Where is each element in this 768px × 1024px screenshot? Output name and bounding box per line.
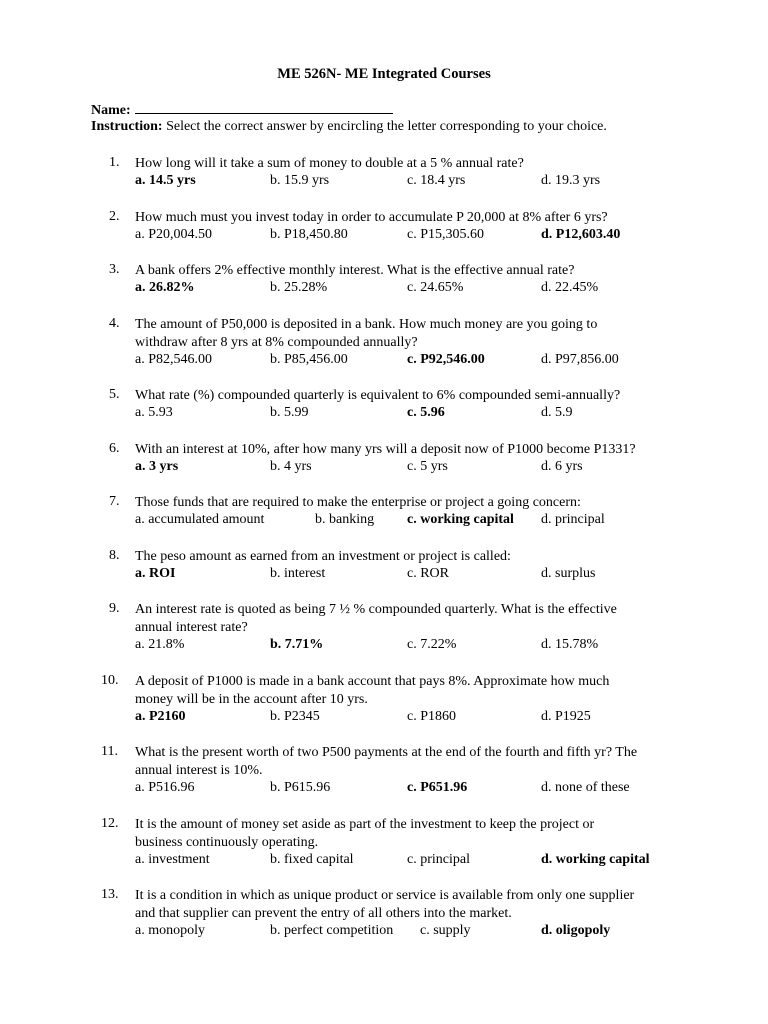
question-7 bbox=[109, 494, 709, 530]
choice-b[interactable]: b. P85,456.00 bbox=[270, 352, 348, 367]
choice-d[interactable]: d. 6 yrs bbox=[541, 459, 583, 474]
question-number: 8. bbox=[109, 548, 120, 563]
choice-a[interactable]: a. 26.82% bbox=[135, 280, 195, 295]
page-title: ME 526N- ME Integrated Courses bbox=[277, 66, 491, 82]
answer-choices bbox=[135, 227, 695, 245]
choice-a[interactable]: a. 21.8% bbox=[135, 637, 185, 652]
question-text bbox=[135, 673, 695, 709]
question-number: 1. bbox=[109, 155, 120, 170]
question-3 bbox=[109, 262, 709, 298]
choice-b[interactable]: b. 4 yrs bbox=[270, 459, 312, 474]
question-text-line: What is the present worth of two P500 payments at the end of the fourth and fifth yr? The bbox=[135, 745, 638, 760]
choice-b[interactable]: b. interest bbox=[270, 566, 326, 581]
name-field bbox=[91, 101, 393, 119]
question-number: 11. bbox=[101, 744, 118, 759]
answer-choices bbox=[135, 709, 695, 727]
question-number: 7. bbox=[109, 494, 120, 509]
question-text bbox=[135, 209, 695, 227]
instruction-text: Select the correct answer by encircling the letter corresponding to your choice. bbox=[162, 119, 607, 134]
question-number: 3. bbox=[109, 262, 120, 277]
question-text-line: business continuously operating. bbox=[135, 835, 319, 850]
choice-b[interactable]: b. banking bbox=[315, 512, 375, 527]
question-text bbox=[135, 155, 695, 173]
choice-a[interactable]: a. accumulated amount bbox=[135, 512, 265, 527]
question-4 bbox=[109, 316, 709, 370]
choice-c[interactable]: c. principal bbox=[407, 852, 470, 867]
choice-b[interactable]: b. perfect competition bbox=[270, 923, 394, 938]
question-9 bbox=[109, 601, 709, 655]
choice-c[interactable]: c. P15,305.60 bbox=[407, 227, 484, 242]
choice-b[interactable]: b. P18,450.80 bbox=[270, 227, 348, 242]
choice-a[interactable]: a. P82,546.00 bbox=[135, 352, 212, 367]
answer-choices bbox=[135, 512, 695, 530]
question-number: 4. bbox=[109, 316, 120, 331]
choice-a[interactable]: a. investment bbox=[135, 852, 210, 867]
choice-d[interactable]: d. none of these bbox=[541, 780, 630, 795]
choice-a[interactable]: a. monopoly bbox=[135, 923, 205, 938]
question-text-line: annual interest is 10%. bbox=[135, 763, 263, 778]
choice-a[interactable]: a. 5.93 bbox=[135, 405, 173, 420]
choice-d[interactable]: d. principal bbox=[541, 512, 605, 527]
name-label: Name: bbox=[91, 103, 131, 118]
choice-b[interactable]: b. fixed capital bbox=[270, 852, 354, 867]
question-12 bbox=[101, 816, 709, 870]
choice-a[interactable]: a. ROI bbox=[135, 566, 176, 581]
choice-d[interactable]: d. 15.78% bbox=[541, 637, 599, 652]
question-number: 12. bbox=[101, 816, 119, 831]
answer-choices bbox=[135, 637, 695, 655]
choice-d[interactable]: d. surplus bbox=[541, 566, 596, 581]
choice-b[interactable]: b. 15.9 yrs bbox=[270, 173, 330, 188]
choice-c[interactable]: c. P651.96 bbox=[407, 780, 468, 795]
question-10 bbox=[101, 673, 709, 727]
choice-b[interactable]: b. 5.99 bbox=[270, 405, 309, 420]
answer-choices bbox=[135, 352, 695, 370]
question-text-line: The amount of P50,000 is deposited in a bank. How much money are you going to bbox=[135, 317, 598, 332]
question-8 bbox=[109, 548, 709, 584]
choice-c[interactable]: c. 7.22% bbox=[407, 637, 457, 652]
question-text-line: It is the amount of money set aside as part of the investment to keep the project or bbox=[135, 817, 595, 832]
choice-b[interactable]: b. P2345 bbox=[270, 709, 320, 724]
choice-a[interactable]: a. P2160 bbox=[135, 709, 186, 724]
choice-d[interactable]: d. working capital bbox=[541, 852, 650, 867]
answer-choices bbox=[135, 852, 695, 870]
question-text bbox=[135, 744, 695, 780]
choice-d[interactable]: d. P12,603.40 bbox=[541, 227, 621, 242]
name-blank-line bbox=[135, 101, 393, 114]
choice-a[interactable]: a. P20,004.50 bbox=[135, 227, 212, 242]
choice-d[interactable]: d. P1925 bbox=[541, 709, 591, 724]
answer-choices bbox=[135, 405, 695, 423]
question-text-line: withdraw after 8 yrs at 8% compounded annually? bbox=[135, 335, 418, 350]
question-text bbox=[135, 262, 695, 280]
question-2 bbox=[109, 209, 709, 245]
question-5 bbox=[109, 387, 709, 423]
choice-d[interactable]: d. P97,856.00 bbox=[541, 352, 619, 367]
instruction bbox=[91, 119, 607, 135]
question-text-line: It is a condition in which as unique product or service is available from only one supplier bbox=[135, 888, 635, 903]
choice-d[interactable]: d. oligopoly bbox=[541, 923, 611, 938]
question-text-line: money will be in the account after 10 yrs. bbox=[135, 692, 368, 707]
choice-c[interactable]: c. 5 yrs bbox=[407, 459, 448, 474]
answer-choices bbox=[135, 173, 695, 191]
question-1 bbox=[109, 155, 709, 191]
question-text-line: How long will it take a sum of money to double at a 5 % annual rate? bbox=[135, 156, 524, 171]
question-number: 5. bbox=[109, 387, 120, 402]
answer-choices bbox=[135, 280, 695, 298]
question-text-line: An interest rate is quoted as being 7 ½ % compounded quarterly. What is the effective bbox=[135, 602, 617, 617]
choice-c[interactable]: c. ROR bbox=[407, 566, 449, 581]
question-text bbox=[135, 887, 695, 923]
choice-c[interactable]: c. working capital bbox=[407, 512, 514, 527]
question-text bbox=[135, 316, 695, 352]
question-6 bbox=[109, 441, 709, 477]
choice-b[interactable]: b. P615.96 bbox=[270, 780, 331, 795]
question-number: 9. bbox=[109, 601, 120, 616]
answer-choices bbox=[135, 780, 695, 798]
question-text-line: A deposit of P1000 is made in a bank account that pays 8%. Approximate how much bbox=[135, 674, 610, 689]
choice-a[interactable]: a. P516.96 bbox=[135, 780, 195, 795]
question-text bbox=[135, 387, 695, 405]
question-text bbox=[135, 494, 695, 512]
choice-c[interactable]: c. P1860 bbox=[407, 709, 456, 724]
question-text bbox=[135, 816, 695, 852]
choice-c[interactable]: c. 5.96 bbox=[407, 405, 445, 420]
choice-c[interactable]: c. 24.65% bbox=[407, 280, 464, 295]
answer-choices bbox=[135, 459, 695, 477]
answer-choices bbox=[135, 566, 695, 584]
question-text bbox=[135, 601, 695, 637]
answer-choices bbox=[135, 923, 695, 941]
choice-c[interactable]: c. P92,546.00 bbox=[407, 352, 485, 367]
question-text-line: annual interest rate? bbox=[135, 620, 248, 635]
question-text-line: What rate (%) compounded quarterly is equivalent to 6% compounded semi-annually? bbox=[135, 388, 621, 403]
question-text bbox=[135, 441, 695, 459]
question-number: 6. bbox=[109, 441, 120, 456]
choice-a[interactable]: a. 14.5 yrs bbox=[135, 173, 196, 188]
question-text-line: How much must you invest today in order to accumulate P 20,000 at 8% after 6 yrs? bbox=[135, 210, 608, 225]
question-text-line: A bank offers 2% effective monthly interest. What is the effective annual rate? bbox=[135, 263, 575, 278]
choice-b[interactable]: b. 25.28% bbox=[270, 280, 328, 295]
question-text-line: The peso amount as earned from an investment or project is called: bbox=[135, 549, 511, 564]
question-text bbox=[135, 548, 695, 566]
choice-d[interactable]: d. 19.3 yrs bbox=[541, 173, 601, 188]
choice-b[interactable]: b. 7.71% bbox=[270, 637, 324, 652]
question-text-line: and that supplier can prevent the entry of all others into the market. bbox=[135, 906, 512, 921]
choice-c[interactable]: c. supply bbox=[420, 923, 471, 938]
question-number: 13. bbox=[101, 887, 119, 902]
question-text-line: Those funds that are required to make the enterprise or project a going concern: bbox=[135, 495, 581, 510]
instruction-label: Instruction: bbox=[91, 119, 163, 134]
choice-c[interactable]: c. 18.4 yrs bbox=[407, 173, 466, 188]
question-11 bbox=[101, 744, 709, 798]
question-number: 2. bbox=[109, 209, 120, 224]
choice-a[interactable]: a. 3 yrs bbox=[135, 459, 179, 474]
choice-d[interactable]: d. 5.9 bbox=[541, 405, 573, 420]
question-number: 10. bbox=[101, 673, 119, 688]
question-text-line: With an interest at 10%, after how many yrs will a deposit now of P1000 become P1331? bbox=[135, 442, 636, 457]
choice-d[interactable]: d. 22.45% bbox=[541, 280, 599, 295]
question-13 bbox=[101, 887, 709, 941]
